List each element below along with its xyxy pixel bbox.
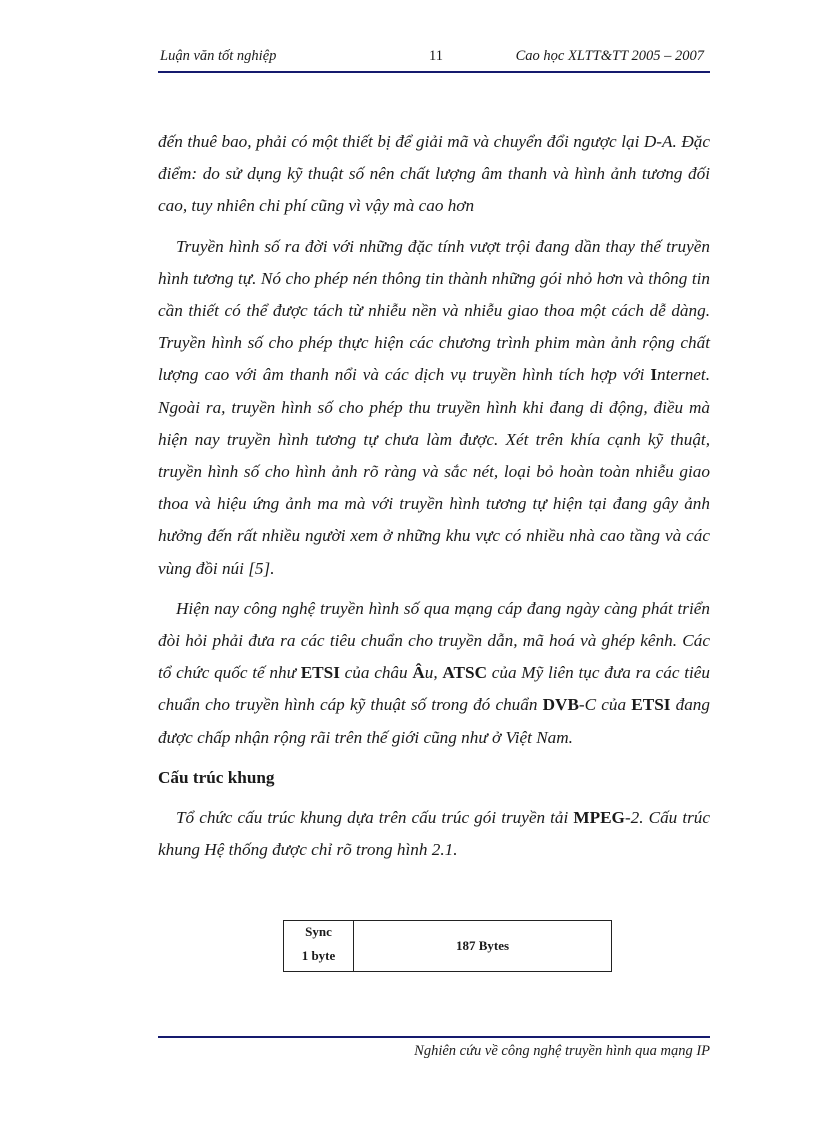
etsi-term: ETSI: [300, 663, 340, 683]
payload-label: 187 Bytes: [455, 938, 510, 953]
atsc-term: ATSC: [442, 663, 487, 683]
header-program-label: Cao học XLTT&TT 2005 – 2007: [515, 48, 704, 64]
footer-rule: [158, 1036, 710, 1038]
sync-byte-cell: [284, 921, 354, 971]
mpeg-term: MPEG: [573, 808, 625, 828]
au-initial: Â: [412, 663, 425, 683]
paragraph-3: Hiện nay công nghệ truyền hình số qua mạng cáp đang ngày càng phát triển đòi hỏi phải đưa ra các tiêu chuẩn cho truyền dẫn, mã hoá và ghép kênh. Các tổ chức quốc tế như ETSI của châu Âu, ATSC của Mỹ liên tục đưa ra các tiêu chuẩn cho truyền hình cáp kỹ thuật số trong đó chuẩn DVB-C của ETSI đang được chấp nhận rộng rãi trên thế giới cũng như ở Việt Nam.: [158, 598, 710, 747]
paragraph-2: Truyền hình số ra đời với những đặc tính vượt trội đang dần thay thế truyền hình tương tự. Nó cho phép nén thông tin thành những gói nhỏ hơn và thông tin cần thiết có thể được tách từ nhiễu nền và nhiễu giao thoa một cách dễ dàng. Truyền hình số cho phép thực hiện các chương trình phim màn ảnh rộng chất lượng cao với âm thanh nổi và các dịch vụ truyền hình tích hợp với Internet. Ngoài ra, truyền hình số cho phép thu truyền hình khi đang di động, điều mà hiện nay truyền hình tương tự chưa làm được. Xét trên khía cạnh kỹ thuật, truyền hình số cho hình ảnh rõ ràng và sắc nét, loại bỏ hoàn toàn nhiễu giao thoa và hiệu ứng ảnh ma mà với truyền hình tương tự hiện tại đang gây ảnh hưởng đến rất nhiều người xem ở những khu vực có nhiều nhà cao tầng và các vùng đồi núi [5].: [158, 236, 710, 578]
frame-structure-diagram: [283, 920, 612, 972]
body-text: [158, 126, 710, 866]
page-number: 11: [429, 48, 443, 64]
dvb-term: DVB: [542, 695, 579, 715]
page-header: [158, 46, 710, 72]
page-footer: Nghiên cứu về công nghệ truyền hình qua mạng IP: [414, 1043, 710, 1059]
section-heading: Cấu trúc khung: [158, 767, 275, 787]
paragraph-4: Tổ chức cấu trúc khung dựa trên cấu trúc gói truyền tải MPEG-2. Cấu trúc khung Hệ thống được chỉ rõ trong hình 2.1.: [158, 808, 711, 860]
sync-size-label: 1 byte: [301, 948, 336, 963]
payload-cell: [354, 921, 611, 971]
internet-initial: I: [650, 365, 658, 385]
paragraph-1: đến thuê bao, phải có một thiết bị để giải mã và chuyển đổi ngược lại D-A. Đặc điểm: do sử dụng kỹ thuật số nên chất lượng âm thanh và hình ảnh tương đối cao, tuy nhiên chi phí cũng vì vậy mà cao hơn: [158, 132, 710, 216]
header-thesis-label: Luận văn tốt nghiệp: [160, 48, 277, 64]
etsi-term-2: ETSI: [631, 695, 671, 715]
header-rule: [158, 71, 710, 73]
sync-label: Sync: [305, 924, 332, 939]
